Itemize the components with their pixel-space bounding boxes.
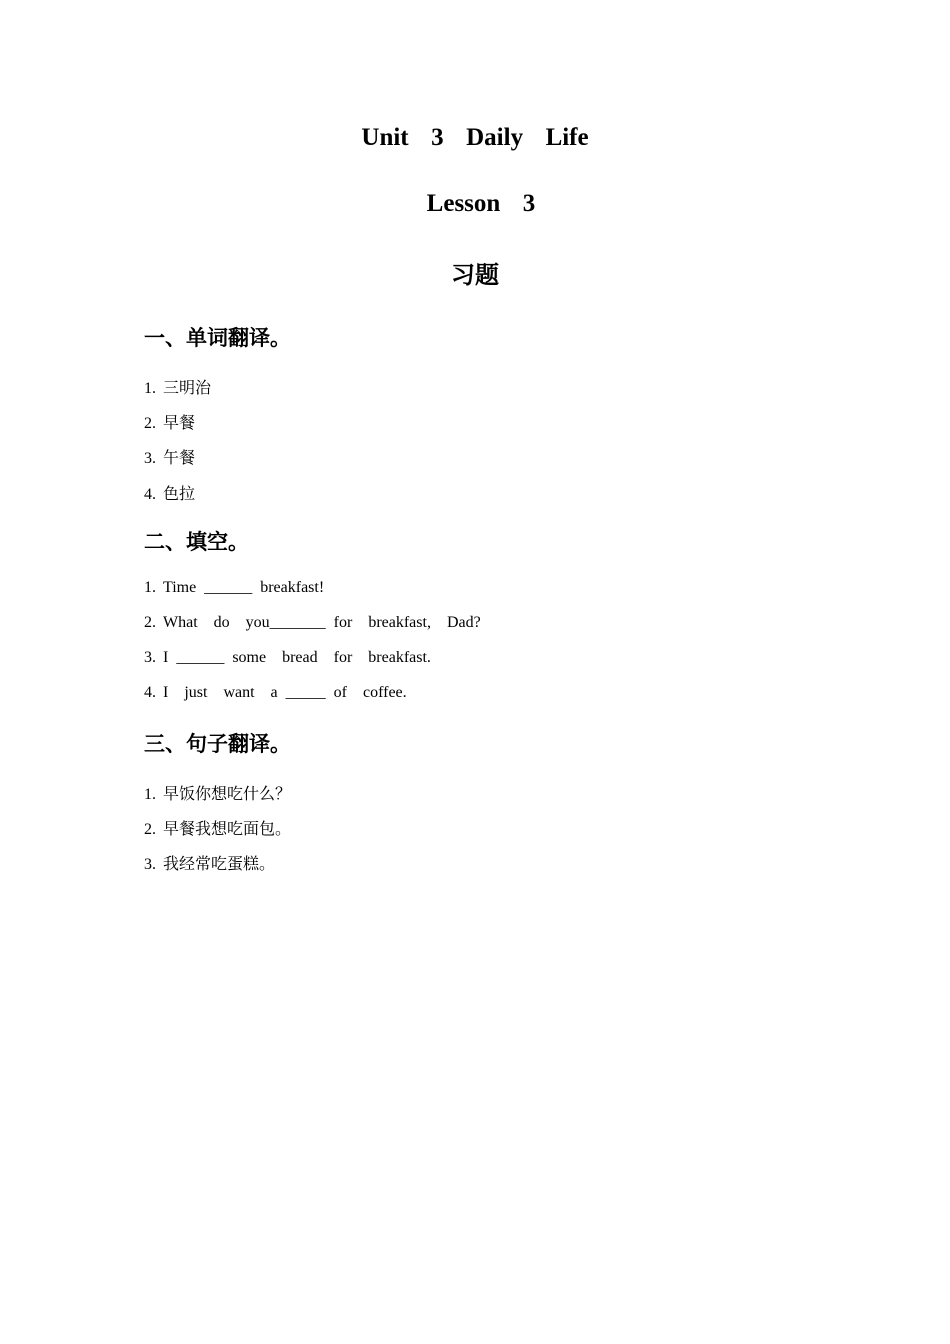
item-text: 我经常吃蛋糕。 <box>163 854 276 873</box>
section-heading-word-translation: 一、单词翻译。 <box>144 326 291 350</box>
item-text: 早饭你想吃什么？ <box>163 784 292 803</box>
item-number: 4. <box>144 486 156 503</box>
item-text-after: for breakfast, Dad? <box>333 614 481 631</box>
item-text-before: I just want a <box>163 684 278 701</box>
item-number: 1. <box>144 380 156 397</box>
list-item <box>144 816 291 839</box>
item-number: 3. <box>144 856 156 873</box>
section-heading-fill-blank: 二、填空。 <box>144 530 249 554</box>
item-text: 色拉 <box>163 484 196 503</box>
document-title: Unit 3 Daily Life <box>361 124 589 151</box>
item-text-before: What do you <box>163 614 270 631</box>
item-number: 1. <box>144 786 156 803</box>
item-text: 三明治 <box>163 378 212 397</box>
item-number: 2. <box>144 415 156 432</box>
item-text-before: I <box>163 649 169 666</box>
list-item <box>144 579 324 597</box>
lesson-title: Lesson 3 <box>426 190 536 217</box>
item-text-after: of coffee. <box>333 684 407 701</box>
list-item <box>144 781 291 804</box>
list-item <box>144 649 431 667</box>
list-item <box>144 851 275 874</box>
item-number: 4. <box>144 684 156 701</box>
item-number: 2. <box>144 614 156 631</box>
item-number: 3. <box>144 649 156 666</box>
list-item <box>144 684 407 702</box>
answer-blank: _______ <box>269 614 326 631</box>
item-number: 1. <box>144 579 156 596</box>
item-text-after: some bread for breakfast. <box>232 649 431 666</box>
item-text-after: breakfast! <box>260 579 325 596</box>
item-number: 3. <box>144 450 156 467</box>
list-item <box>144 375 211 398</box>
answer-blank: ______ <box>176 649 225 666</box>
answer-blank: ______ <box>204 579 253 596</box>
answer-blank: _____ <box>285 684 326 701</box>
list-item <box>144 410 195 433</box>
item-text: 早餐 <box>163 413 196 432</box>
item-text: 午餐 <box>163 448 196 467</box>
item-text-before: Time <box>163 579 197 596</box>
list-item <box>144 614 481 632</box>
section-heading-sentence-translation: 三、句子翻译。 <box>144 732 291 756</box>
list-item <box>144 445 195 468</box>
item-text: 早餐我想吃面包。 <box>163 819 292 838</box>
exercise-heading: 习题 <box>451 261 499 289</box>
list-item <box>144 481 195 504</box>
item-number: 2. <box>144 821 156 838</box>
